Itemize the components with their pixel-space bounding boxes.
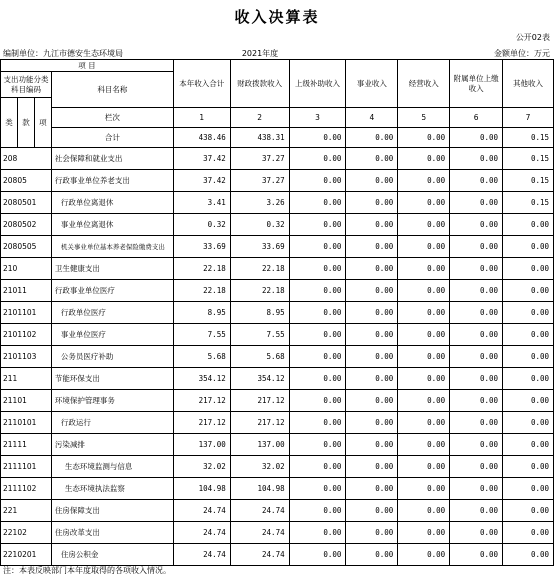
amount-cell: 0.00 bbox=[398, 478, 450, 500]
table-row bbox=[1, 170, 554, 192]
amount-cell: 0.00 bbox=[346, 478, 398, 500]
amount-cell: 0.00 bbox=[503, 236, 554, 258]
table-row bbox=[1, 456, 554, 478]
amount-cell: 33.69 bbox=[173, 236, 230, 258]
amount-cell: 0.00 bbox=[346, 148, 398, 170]
amount-cell: 0.00 bbox=[398, 500, 450, 522]
amount-cell: 0.00 bbox=[346, 258, 398, 280]
amount-cell: 5.68 bbox=[173, 346, 230, 368]
amount-cell: 0.00 bbox=[398, 280, 450, 302]
amount-cell: 0.00 bbox=[289, 302, 346, 324]
amount-cell: 0.00 bbox=[450, 148, 503, 170]
func-class-header: 支出功能分类科目编码 bbox=[1, 72, 52, 98]
amount-cell: 0.00 bbox=[289, 192, 346, 214]
amount-cell: 0.00 bbox=[289, 500, 346, 522]
amount-cell: 217.12 bbox=[173, 412, 230, 434]
amount-cell: 354.12 bbox=[173, 368, 230, 390]
subject-code: 2111101 bbox=[1, 456, 52, 478]
amount-cell: 0.00 bbox=[289, 368, 346, 390]
income-table bbox=[0, 59, 554, 566]
amount-cell: 0.00 bbox=[346, 346, 398, 368]
subject-name: 住房保障支出 bbox=[51, 500, 173, 522]
compiling-unit: 编制单位：九江市德安生态环境局 bbox=[3, 49, 123, 58]
subject-name: 节能环保支出 bbox=[51, 368, 173, 390]
amount-cell: 0.00 bbox=[398, 412, 450, 434]
amount-cell: 0.00 bbox=[346, 324, 398, 346]
col-header-superior: 上级补助收入 bbox=[289, 60, 346, 108]
amount-cell: 0.00 bbox=[450, 522, 503, 544]
table-row bbox=[1, 148, 554, 170]
subject-name: 住房改革支出 bbox=[51, 522, 173, 544]
amount-cell: 0.00 bbox=[398, 368, 450, 390]
amount-cell: 0.00 bbox=[289, 478, 346, 500]
table-row bbox=[1, 390, 554, 412]
amount-cell: 33.69 bbox=[230, 236, 289, 258]
amount-cell: 0.00 bbox=[503, 522, 554, 544]
table-row bbox=[1, 302, 554, 324]
amount-cell: 0.00 bbox=[450, 192, 503, 214]
amount-cell: 0.00 bbox=[289, 170, 346, 192]
amount-cell: 24.74 bbox=[230, 522, 289, 544]
subject-code: 20805 bbox=[1, 170, 52, 192]
amount-cell: 0.00 bbox=[503, 390, 554, 412]
subject-code: 2210201 bbox=[1, 544, 52, 566]
amount-cell: 0.00 bbox=[346, 214, 398, 236]
xiang-header: 项 bbox=[34, 98, 51, 148]
amount-cell: 0.32 bbox=[173, 214, 230, 236]
column-number: 2 bbox=[230, 108, 289, 128]
amount-cell: 0.00 bbox=[398, 170, 450, 192]
amount-cell: 0.00 bbox=[503, 434, 554, 456]
table-row bbox=[1, 214, 554, 236]
amount-cell: 0.00 bbox=[450, 456, 503, 478]
subject-name: 生态环境监测与信息 bbox=[51, 456, 173, 478]
subject-code: 2101102 bbox=[1, 324, 52, 346]
table-row bbox=[1, 412, 554, 434]
amount-cell: 0.00 bbox=[503, 478, 554, 500]
subject-code: 21011 bbox=[1, 280, 52, 302]
amount-cell: 8.95 bbox=[173, 302, 230, 324]
subject-name: 污染减排 bbox=[51, 434, 173, 456]
amount-cell: 0.00 bbox=[346, 192, 398, 214]
amount-cell: 0.00 bbox=[450, 434, 503, 456]
total-value: 0.00 bbox=[450, 128, 503, 148]
amount-cell: 0.00 bbox=[398, 236, 450, 258]
total-label: 合计 bbox=[51, 128, 173, 148]
column-number: 4 bbox=[346, 108, 398, 128]
amount-cell: 24.74 bbox=[173, 544, 230, 566]
amount-cell: 0.00 bbox=[450, 280, 503, 302]
subject-name: 行政单位离退休 bbox=[51, 192, 173, 214]
amount-cell: 0.00 bbox=[450, 214, 503, 236]
subject-name: 行政事业单位养老支出 bbox=[51, 170, 173, 192]
item-header: 项 目 bbox=[1, 60, 174, 72]
subject-name: 行政运行 bbox=[51, 412, 173, 434]
total-value: 0.15 bbox=[503, 128, 554, 148]
amount-cell: 0.15 bbox=[503, 170, 554, 192]
amount-cell: 0.00 bbox=[450, 346, 503, 368]
amount-cell: 217.12 bbox=[230, 390, 289, 412]
subject-code: 2101103 bbox=[1, 346, 52, 368]
subject-name: 行政单位医疗 bbox=[51, 302, 173, 324]
amount-cell: 0.00 bbox=[398, 522, 450, 544]
amount-cell: 37.42 bbox=[173, 148, 230, 170]
amount-cell: 0.00 bbox=[503, 456, 554, 478]
subject-name: 卫生健康支出 bbox=[51, 258, 173, 280]
column-number: 1 bbox=[173, 108, 230, 128]
subject-name-header: 科目名称 bbox=[51, 72, 173, 108]
amount-cell: 0.00 bbox=[289, 236, 346, 258]
col-header-other: 其他收入 bbox=[503, 60, 554, 108]
amount-cell: 0.00 bbox=[503, 368, 554, 390]
total-value: 438.46 bbox=[173, 128, 230, 148]
amount-cell: 22.18 bbox=[230, 280, 289, 302]
subject-code: 2080505 bbox=[1, 236, 52, 258]
col-header-fiscal: 财政拨款收入 bbox=[230, 60, 289, 108]
col-header-operating: 经营收入 bbox=[398, 60, 450, 108]
table-row bbox=[1, 478, 554, 500]
amount-cell: 0.00 bbox=[450, 236, 503, 258]
col-header-business: 事业收入 bbox=[346, 60, 398, 108]
amount-cell: 0.15 bbox=[503, 192, 554, 214]
amount-cell: 217.12 bbox=[173, 390, 230, 412]
table-row bbox=[1, 236, 554, 258]
amount-cell: 0.00 bbox=[450, 368, 503, 390]
amount-cell: 0.00 bbox=[346, 302, 398, 324]
subject-name: 行政事业单位医疗 bbox=[51, 280, 173, 302]
subject-name: 住房公积金 bbox=[51, 544, 173, 566]
amount-cell: 37.27 bbox=[230, 148, 289, 170]
amount-cell: 217.12 bbox=[230, 412, 289, 434]
amount-cell: 0.00 bbox=[346, 280, 398, 302]
subject-name: 社会保障和就业支出 bbox=[51, 148, 173, 170]
page-title: 收入决算表 bbox=[234, 8, 320, 26]
amount-cell: 32.02 bbox=[230, 456, 289, 478]
amount-cell: 5.68 bbox=[230, 346, 289, 368]
subject-name: 机关事业单位基本养老保险缴费支出 bbox=[51, 236, 173, 258]
subject-name: 生态环境执法监察 bbox=[51, 478, 173, 500]
lei-header: 类 bbox=[1, 98, 18, 148]
amount-cell: 0.00 bbox=[398, 346, 450, 368]
amount-cell: 0.00 bbox=[346, 500, 398, 522]
amount-cell: 0.00 bbox=[289, 258, 346, 280]
amount-cell: 0.00 bbox=[346, 544, 398, 566]
table-row bbox=[1, 368, 554, 390]
table-row bbox=[1, 280, 554, 302]
amount-cell: 0.00 bbox=[450, 258, 503, 280]
amount-cell: 0.00 bbox=[289, 214, 346, 236]
table-row bbox=[1, 500, 554, 522]
subject-name: 事业单位离退休 bbox=[51, 214, 173, 236]
column-number-row bbox=[1, 108, 554, 128]
amount-cell: 0.00 bbox=[398, 456, 450, 478]
table-row bbox=[1, 346, 554, 368]
amount-cell: 0.00 bbox=[289, 456, 346, 478]
amount-cell: 24.74 bbox=[230, 544, 289, 566]
subject-name: 环境保护管理事务 bbox=[51, 390, 173, 412]
amount-cell: 0.00 bbox=[503, 258, 554, 280]
amount-cell: 0.00 bbox=[289, 522, 346, 544]
total-value: 0.00 bbox=[346, 128, 398, 148]
table-row bbox=[1, 434, 554, 456]
amount-cell: 24.74 bbox=[230, 500, 289, 522]
subject-code: 2101101 bbox=[1, 302, 52, 324]
amount-cell: 0.00 bbox=[398, 214, 450, 236]
amount-cell: 137.00 bbox=[230, 434, 289, 456]
amount-cell: 0.00 bbox=[398, 192, 450, 214]
amount-cell: 7.55 bbox=[173, 324, 230, 346]
amount-cell: 0.00 bbox=[289, 346, 346, 368]
amount-cell: 0.00 bbox=[346, 412, 398, 434]
amount-cell: 0.00 bbox=[503, 280, 554, 302]
subject-code: 208 bbox=[1, 148, 52, 170]
form-code: 公开02表 bbox=[515, 33, 550, 42]
amount-cell: 0.00 bbox=[450, 544, 503, 566]
table-row bbox=[1, 258, 554, 280]
subject-code: 2080501 bbox=[1, 192, 52, 214]
amount-cell: 0.00 bbox=[346, 236, 398, 258]
amount-cell: 3.26 bbox=[230, 192, 289, 214]
amount-cell: 22.18 bbox=[230, 258, 289, 280]
amount-cell: 37.27 bbox=[230, 170, 289, 192]
amount-cell: 0.00 bbox=[346, 390, 398, 412]
amount-cell: 0.00 bbox=[398, 148, 450, 170]
table-row bbox=[1, 324, 554, 346]
amount-cell: 0.00 bbox=[398, 434, 450, 456]
amount-cell: 0.00 bbox=[450, 500, 503, 522]
column-number: 7 bbox=[503, 108, 554, 128]
amount-cell: 0.32 bbox=[230, 214, 289, 236]
amount-cell: 104.98 bbox=[173, 478, 230, 500]
amount-cell: 0.00 bbox=[450, 324, 503, 346]
amount-cell: 0.15 bbox=[503, 148, 554, 170]
table-row bbox=[1, 522, 554, 544]
amount-cell: 0.00 bbox=[503, 500, 554, 522]
amount-cell: 0.00 bbox=[503, 412, 554, 434]
amount-cell: 0.00 bbox=[289, 434, 346, 456]
subject-code: 221 bbox=[1, 500, 52, 522]
subject-code: 210 bbox=[1, 258, 52, 280]
fiscal-year: 2021年度 bbox=[241, 49, 279, 58]
amount-cell: 0.00 bbox=[503, 544, 554, 566]
column-number: 6 bbox=[450, 108, 503, 128]
amount-cell: 0.00 bbox=[398, 302, 450, 324]
column-number: 3 bbox=[289, 108, 346, 128]
amount-cell: 0.00 bbox=[450, 478, 503, 500]
amount-cell: 0.00 bbox=[346, 368, 398, 390]
amount-cell: 104.98 bbox=[230, 478, 289, 500]
subject-code: 21101 bbox=[1, 390, 52, 412]
col-header-total: 本年收入合计 bbox=[173, 60, 230, 108]
total-value: 0.00 bbox=[398, 128, 450, 148]
amount-cell: 24.74 bbox=[173, 500, 230, 522]
table-row bbox=[1, 544, 554, 566]
amount-cell: 0.00 bbox=[289, 412, 346, 434]
amount-cell: 32.02 bbox=[173, 456, 230, 478]
amount-cell: 0.00 bbox=[289, 324, 346, 346]
amount-cell: 0.00 bbox=[450, 170, 503, 192]
total-value: 438.31 bbox=[230, 128, 289, 148]
amount-cell: 0.00 bbox=[346, 434, 398, 456]
column-no-label: 栏次 bbox=[51, 108, 173, 128]
amount-cell: 0.00 bbox=[398, 390, 450, 412]
amount-cell: 0.00 bbox=[503, 214, 554, 236]
amount-cell: 0.00 bbox=[503, 346, 554, 368]
amount-cell: 137.00 bbox=[173, 434, 230, 456]
amount-cell: 0.00 bbox=[450, 302, 503, 324]
amount-cell: 0.00 bbox=[346, 456, 398, 478]
subject-code: 2111102 bbox=[1, 478, 52, 500]
amount-cell: 0.00 bbox=[503, 302, 554, 324]
column-number: 5 bbox=[398, 108, 450, 128]
amount-cell: 0.00 bbox=[289, 544, 346, 566]
subject-code: 211 bbox=[1, 368, 52, 390]
amount-cell: 0.00 bbox=[346, 170, 398, 192]
amount-cell: 0.00 bbox=[398, 258, 450, 280]
amount-cell: 37.42 bbox=[173, 170, 230, 192]
table-row bbox=[1, 192, 554, 214]
amount-cell: 0.00 bbox=[398, 544, 450, 566]
amount-cell: 0.00 bbox=[346, 522, 398, 544]
col-header-subsidiary: 附属单位上缴收入 bbox=[450, 60, 503, 108]
amount-cell: 22.18 bbox=[173, 280, 230, 302]
amount-cell: 0.00 bbox=[289, 390, 346, 412]
subject-code: 22102 bbox=[1, 522, 52, 544]
kuan-header: 款 bbox=[17, 98, 34, 148]
amount-cell: 8.95 bbox=[230, 302, 289, 324]
amount-cell: 24.74 bbox=[173, 522, 230, 544]
amount-cell: 3.41 bbox=[173, 192, 230, 214]
amount-cell: 0.00 bbox=[450, 390, 503, 412]
subject-code: 2110101 bbox=[1, 412, 52, 434]
total-value: 0.00 bbox=[289, 128, 346, 148]
amount-cell: 0.00 bbox=[503, 324, 554, 346]
amount-unit: 金额单位：万元 bbox=[494, 49, 550, 58]
footer-note: 注：本表反映部门本年度取得的各项收入情况。 bbox=[3, 566, 171, 575]
amount-cell: 0.00 bbox=[289, 280, 346, 302]
table-body bbox=[1, 60, 554, 566]
subject-name: 公务员医疗补助 bbox=[51, 346, 173, 368]
amount-cell: 0.00 bbox=[398, 324, 450, 346]
amount-cell: 7.55 bbox=[230, 324, 289, 346]
subject-name: 事业单位医疗 bbox=[51, 324, 173, 346]
subject-code: 21111 bbox=[1, 434, 52, 456]
amount-cell: 22.18 bbox=[173, 258, 230, 280]
amount-cell: 354.12 bbox=[230, 368, 289, 390]
subject-code: 2080502 bbox=[1, 214, 52, 236]
amount-cell: 0.00 bbox=[289, 148, 346, 170]
total-row bbox=[1, 128, 554, 148]
amount-cell: 0.00 bbox=[450, 412, 503, 434]
